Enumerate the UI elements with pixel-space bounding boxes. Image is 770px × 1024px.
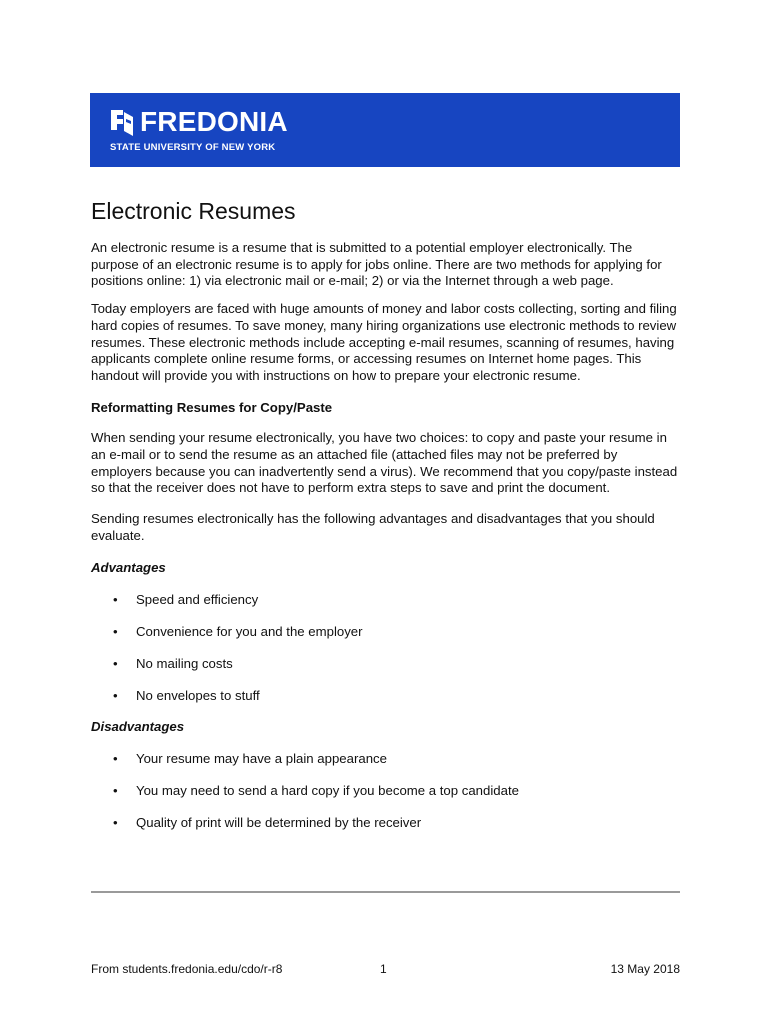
advantages-list [91, 592, 681, 705]
copy-paste-paragraph: When sending your resume electronically, you have two choices: to copy and paste your resume in an e-mail or to send the resume as an attached file (attached files may not be preferred by employers because you can inadvertently send a virus). We recommend that you copy/paste instead so that the receiver does not have to perform extra steps to save and print the document. [91, 430, 678, 496]
bullet-icon: • [113, 783, 118, 799]
list-item: • You may need to send a hard copy if you become a top candidate [113, 783, 519, 799]
bullet-icon: • [113, 815, 118, 831]
advantages-heading: Advantages [91, 559, 166, 575]
bullet-icon: • [113, 623, 118, 639]
list-item: • Speed and efficiency [113, 591, 259, 607]
bullet-icon: • [113, 687, 118, 703]
fredonia-logo-icon [109, 108, 135, 138]
page-title: Electronic Resumes [91, 198, 296, 224]
list-item: • Quality of print will be determined by the receiver [113, 815, 422, 831]
footer-page-number: 1 [380, 962, 387, 976]
divider [91, 891, 680, 893]
bullet-icon: • [113, 655, 118, 671]
logo-name: FREDONIA [140, 106, 288, 137]
bullet-icon: • [113, 591, 118, 607]
disadvantages-list [91, 751, 681, 832]
footer-date: 13 May 2018 [610, 962, 680, 976]
evaluate-paragraph: Sending resumes electronically has the following advantages and disadvantages that you should evaluate. [91, 511, 655, 543]
list-item: • No mailing costs [113, 655, 233, 671]
list-item: • Convenience for you and the employer [113, 623, 363, 639]
intro-paragraph: An electronic resume is a resume that is submitted to a potential employer electronically. The purpose of an electronic resume is to apply for jobs online. There are two methods for applying for positions online: 1) via electronic mail or e-mail; 2) or via the Internet through a web page. [91, 240, 662, 289]
list-item: • Your resume may have a plain appearance [113, 751, 387, 767]
header-banner [90, 93, 680, 167]
document-body [91, 196, 681, 832]
section-heading: Reformatting Resumes for Copy/Paste [91, 399, 333, 415]
bullet-icon: • [113, 751, 118, 767]
logo-subtitle: STATE UNIVERSITY OF NEW YORK [110, 142, 276, 153]
list-item: • No envelopes to stuff [113, 687, 260, 703]
costs-paragraph: Today employers are faced with huge amounts of money and labor costs collecting, sorting and filing hard copies of resumes. To save money, many hiring organizations use electronic methods to review resumes. These electronic methods include accepting e-mail resumes, scanning of resumes, having applicants complete online resume forms, or accessing resumes on Internet home pages. This handout will provide you with instructions on how to prepare your electronic resume. [91, 301, 677, 383]
footer-source: From students.fredonia.edu/cdo/r-r8 [91, 962, 283, 976]
disadvantages-heading: Disadvantages [91, 719, 185, 735]
